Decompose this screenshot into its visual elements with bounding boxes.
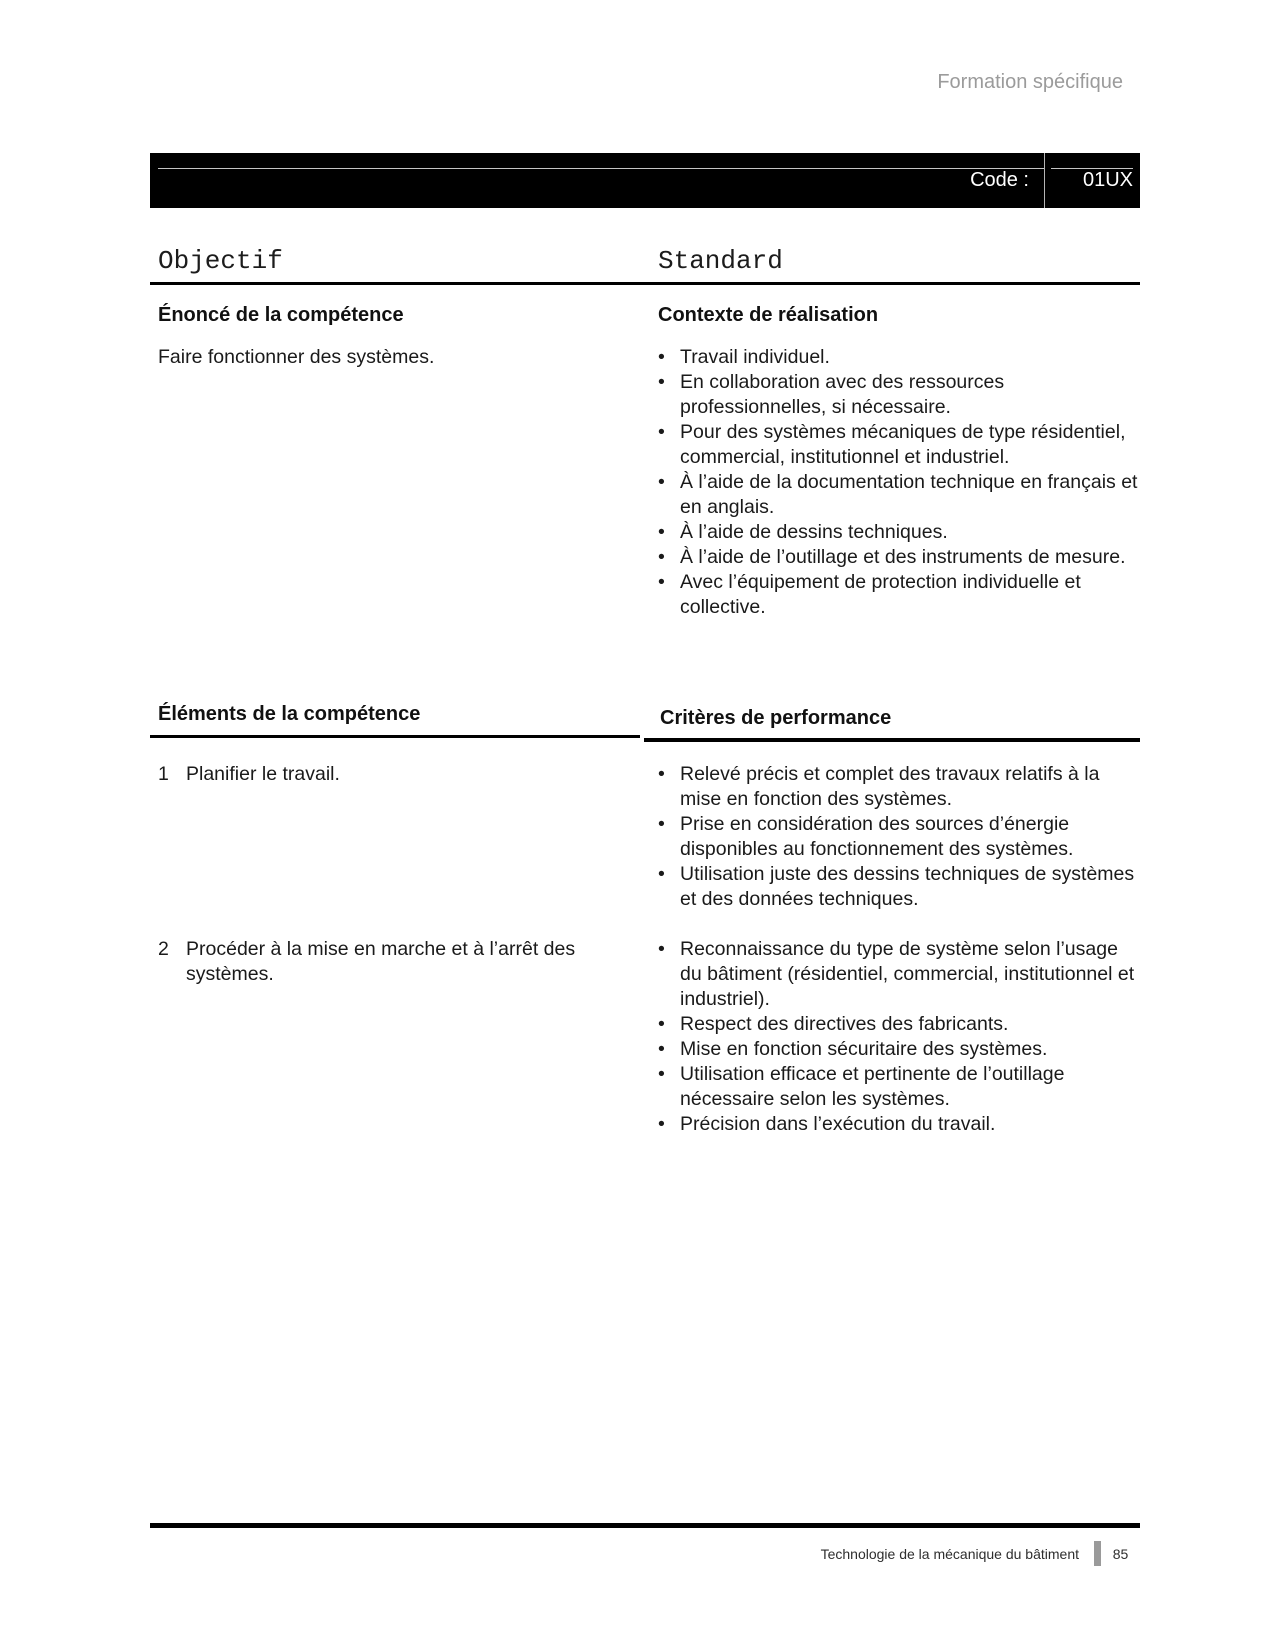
context-bullet-item	[658, 370, 1140, 420]
footer-program-title: Technologie de la mécanique du bâtiment	[820, 1545, 1079, 1562]
bullet-icon: •	[658, 371, 665, 393]
bullet-text: Avec l’équipement de protection individuelle et collective.	[680, 571, 1081, 618]
code-label: Code :	[970, 169, 1029, 191]
element-label: Planifier le travail.	[186, 763, 340, 785]
context-heading: Contexte de réalisation	[658, 304, 879, 326]
bullet-text: Mise en fonction sécuritaire des systèmes.	[680, 1038, 1048, 1060]
statement-heading: Énoncé de la compétence	[158, 304, 404, 326]
context-column	[642, 303, 1140, 620]
context-bullet-item	[658, 520, 1140, 545]
code-value: 01UX	[1082, 169, 1133, 191]
code-bar-left-cell	[150, 153, 1044, 208]
bullet-icon: •	[658, 1013, 665, 1035]
bullet-text: À l’aide de dessins techniques.	[680, 521, 948, 543]
criteria-heading-cell	[644, 706, 1140, 742]
footer	[150, 1541, 1140, 1566]
elements-heading-cell	[150, 702, 640, 738]
context-bullet-item	[658, 470, 1140, 520]
footer-divider-bar	[1094, 1541, 1101, 1566]
elements-header-row	[150, 702, 1140, 738]
elements-heading: Éléments de la compétence	[158, 703, 421, 725]
element-label-cell	[150, 762, 642, 912]
element-label: Procéder à la mise en marche et à l’arrêt des systèmes.	[186, 938, 576, 985]
bullet-icon: •	[658, 571, 665, 593]
element-item-row	[150, 937, 1140, 1137]
bullet-icon: •	[658, 1113, 665, 1135]
element-number: 2	[158, 938, 169, 960]
footer-page-number: 85	[1112, 1545, 1129, 1562]
code-bar	[150, 153, 1140, 208]
bullet-text: Utilisation juste des dessins techniques de systèmes et des données techniques.	[680, 863, 1135, 910]
bullet-icon: •	[658, 346, 665, 368]
column-title-objectif: Objectif	[158, 246, 283, 276]
criteria-bullet-item	[658, 1112, 1140, 1137]
criteria-bullet-item	[658, 1062, 1140, 1112]
bullet-text: À l’aide de l’outillage et des instruments de mesure.	[680, 546, 1126, 568]
statement-column	[150, 303, 642, 620]
bullet-icon: •	[658, 471, 665, 493]
criteria-bullet-item	[658, 1037, 1140, 1062]
competency-section	[150, 303, 1140, 620]
bullet-text: Utilisation efficace et pertinente de l’outillage nécessaire selon les systèmes.	[680, 1063, 1065, 1110]
code-bar-hairline-right	[1051, 168, 1133, 169]
criteria-bullet-list	[658, 937, 1140, 1137]
code-bar-hairline-left	[158, 168, 1044, 169]
criteria-bullet-item	[658, 862, 1140, 912]
bullet-icon: •	[658, 546, 665, 568]
criteria-bullet-item	[658, 1012, 1140, 1037]
criteria-bullet-list	[658, 762, 1140, 912]
bullet-icon: •	[658, 863, 665, 885]
bullet-text: Prise en considération des sources d’énergie disponibles au fonctionnement des systèmes.	[680, 813, 1074, 860]
footer-rule	[150, 1523, 1140, 1528]
bullet-text: Pour des systèmes mécaniques de type résidentiel, commercial, institutionnel et industriel.	[680, 421, 1126, 468]
code-bar-right-cell	[1045, 153, 1140, 208]
criteria-heading: Critères de performance	[660, 707, 892, 729]
bullet-icon: •	[658, 421, 665, 443]
bullet-icon: •	[658, 1063, 665, 1085]
element-number: 1	[158, 763, 169, 785]
bullet-icon: •	[658, 521, 665, 543]
bullet-text: Reconnaissance du type de système selon l’usage du bâtiment (résidentiel, commercial, institutionnel et industriel).	[680, 938, 1135, 1010]
criteria-bullet-item	[658, 937, 1140, 1012]
element-label-cell	[150, 937, 642, 1137]
element-item-row	[150, 762, 1140, 912]
bullet-icon: •	[658, 763, 665, 785]
bullet-text: En collaboration avec des ressources professionnelles, si nécessaire.	[680, 371, 1005, 418]
bullet-icon: •	[658, 938, 665, 960]
bullet-text: Précision dans l’exécution du travail.	[680, 1113, 996, 1135]
criteria-bullet-item	[658, 762, 1140, 812]
bullet-text: Respect des directives des fabricants.	[680, 1013, 1009, 1035]
bullet-text: Travail individuel.	[680, 346, 830, 368]
bullet-text: Relevé précis et complet des travaux relatifs à la mise en fonction des systèmes.	[680, 763, 1100, 810]
criteria-bullet-item	[658, 812, 1140, 862]
context-bullet-item	[658, 420, 1140, 470]
bullet-text: À l’aide de la documentation technique en français et en anglais.	[680, 471, 1138, 518]
statement-text: Faire fonctionner des systèmes.	[158, 346, 435, 368]
criteria-cell	[642, 762, 1140, 912]
bullet-icon: •	[658, 1038, 665, 1060]
context-bullet-item	[658, 345, 1140, 370]
bullet-icon: •	[658, 813, 665, 835]
context-bullet-item	[658, 570, 1140, 620]
context-bullet-item	[658, 545, 1140, 570]
context-bullet-list	[658, 345, 1140, 620]
criteria-cell	[642, 937, 1140, 1137]
running-header: Formation spécifique	[937, 71, 1123, 93]
column-title-standard: Standard	[658, 246, 783, 276]
column-titles-row	[150, 246, 1140, 285]
element-items	[150, 762, 1140, 1162]
